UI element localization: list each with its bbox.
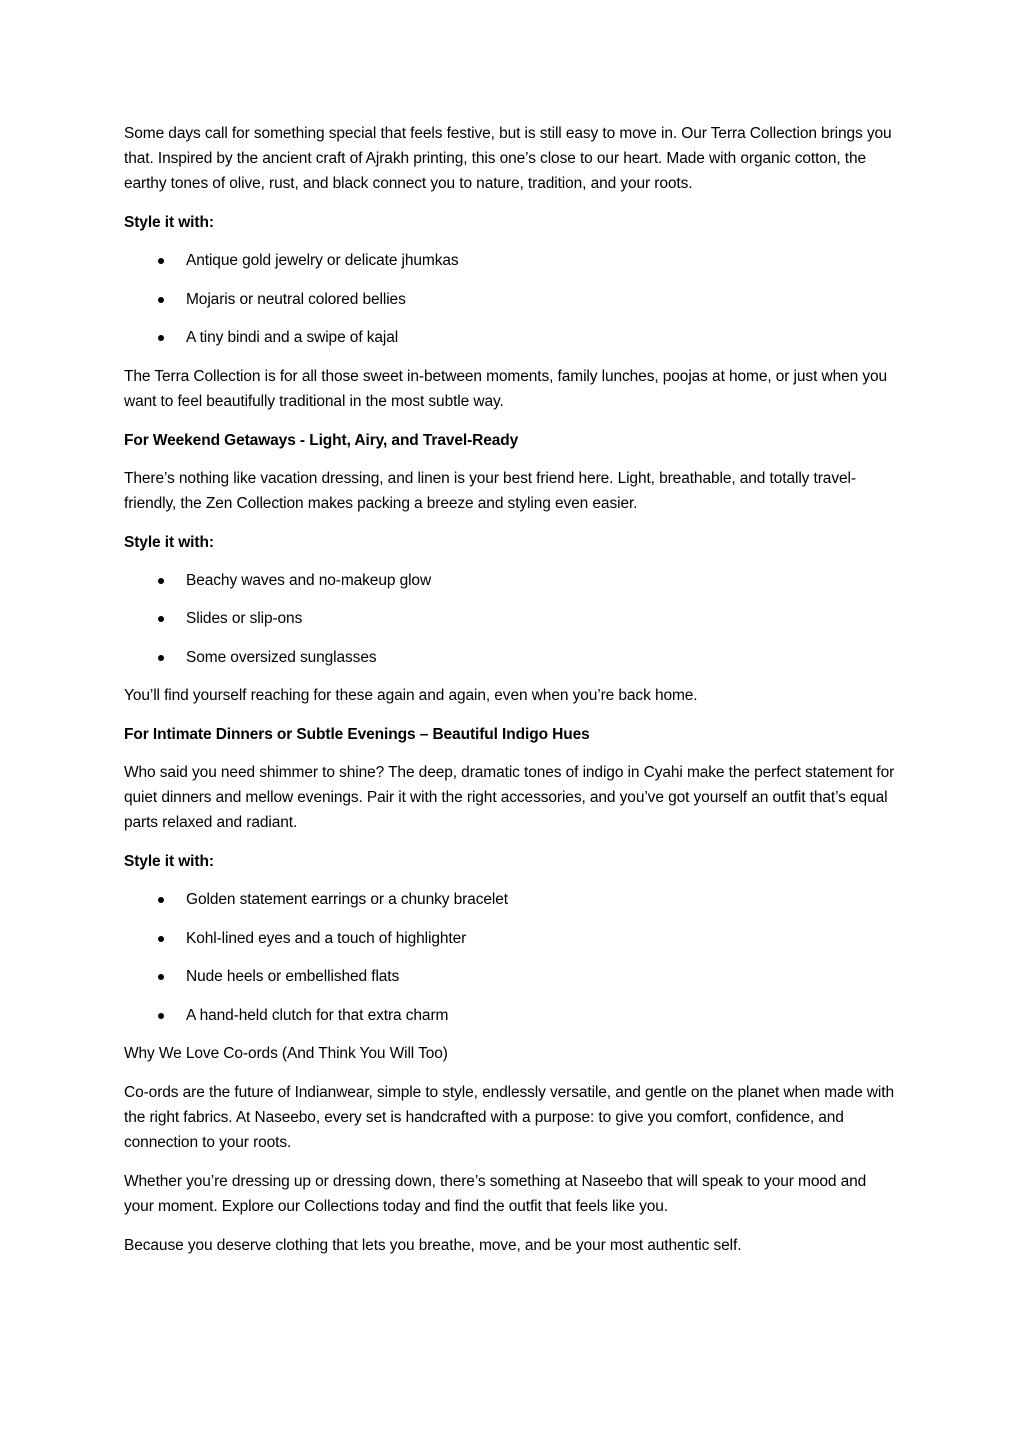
list-item [124, 1003, 896, 1028]
list-item-text: Beachy waves and no-makeup glow [186, 571, 432, 589]
weekend-style-heading: Style it with: [124, 533, 214, 551]
list-item-text: Golden statement earrings or a chunky bracelet [186, 891, 508, 908]
bullet-icon [158, 258, 164, 264]
list-item-text: Slides or slip-ons [186, 610, 303, 627]
list-item-text: Some oversized sunglasses [186, 648, 377, 666]
weekend-heading: For Weekend Getaways - Light, Airy, and Travel-Ready [124, 431, 519, 449]
final-paragraph: Because you deserve clothing that lets you breathe, move, and be your most authentic self. [124, 1237, 742, 1254]
bullet-icon [158, 616, 164, 622]
list-item-text: A tiny bindi and a swipe of kajal [186, 329, 399, 346]
list-item-text: Kohl-lined eyes and a touch of highlighter [186, 929, 467, 947]
list-item [124, 964, 896, 989]
bullet-icon [158, 1013, 164, 1019]
list-item [124, 287, 896, 312]
terra-style-heading: Style it with: [124, 214, 214, 231]
list-item [124, 887, 896, 912]
intro-paragraph: Some days call for something special that feels festive, but is still easy to move in. Our Terra Collection brings you that. Inspired by the ancient craft of Ajrakh printing, this one’s close to our heart. Made with organic cotton, the earthy tones of olive, rust, and black connect you to nature, tradition, and your roots. [124, 125, 892, 192]
mood-paragraph: Whether you’re dressing up or dressing down, there’s something at Naseebo that will speak to your mood and your moment. Explore our Collections today and find the outfit that feels like you. [124, 1173, 867, 1215]
weekend-style-list [124, 568, 896, 670]
weekend-closing-paragraph: You’ll find yourself reaching for these again and again, even when you’re back home. [124, 687, 698, 704]
list-item [124, 645, 896, 670]
list-item-text: Mojaris or neutral colored bellies [186, 290, 406, 308]
list-item [124, 926, 896, 951]
why-paragraph: Co-ords are the future of Indianwear, simple to style, endlessly versatile, and gentle on the planet when made with the right fabrics. At Naseebo, every set is handcrafted with a purpose: to give you comfort, confidence, and connection to your roots. [124, 1084, 894, 1151]
terra-closing-paragraph: The Terra Collection is for all those sweet in-between moments, family lunches, poojas at home, or just when you want to feel beautifully traditional in the most subtle way. [124, 367, 888, 410]
why-heading: Why We Love Co-ords (And Think You Will Too) [124, 1045, 448, 1062]
evenings-style-list [124, 887, 896, 1028]
weekend-paragraph: There’s nothing like vacation dressing, and linen is your best friend here. Light, breathable, and totally travel-friendly, the Zen Collection makes packing a breeze and styling even easier. [124, 469, 856, 512]
bullet-icon [158, 578, 164, 584]
list-item [124, 568, 896, 593]
list-item [124, 606, 896, 631]
evenings-heading: For Intimate Dinners or Subtle Evenings – Beautiful Indigo Hues [124, 726, 590, 743]
bullet-icon [158, 297, 164, 303]
bullet-icon [158, 335, 164, 341]
list-item-text: Antique gold jewelry or delicate jhumkas [186, 252, 459, 269]
list-item-text: A hand-held clutch for that extra charm [186, 1006, 449, 1024]
document-body [124, 121, 896, 1272]
list-item-text: Nude heels or embellished flats [186, 968, 400, 985]
list-item [124, 248, 896, 273]
list-item [124, 325, 896, 350]
evenings-paragraph: Who said you need shimmer to shine? The deep, dramatic tones of indigo in Cyahi make the perfect statement for quiet dinners and mellow evenings. Pair it with the right accessories, and you’ve got yourself an outfit that’s equal parts relaxed and radiant. [124, 764, 895, 831]
bullet-icon [158, 936, 164, 942]
bullet-icon [158, 897, 164, 903]
bullet-icon [158, 655, 164, 661]
terra-style-list [124, 248, 896, 350]
evenings-style-heading: Style it with: [124, 853, 214, 870]
bullet-icon [158, 974, 164, 980]
